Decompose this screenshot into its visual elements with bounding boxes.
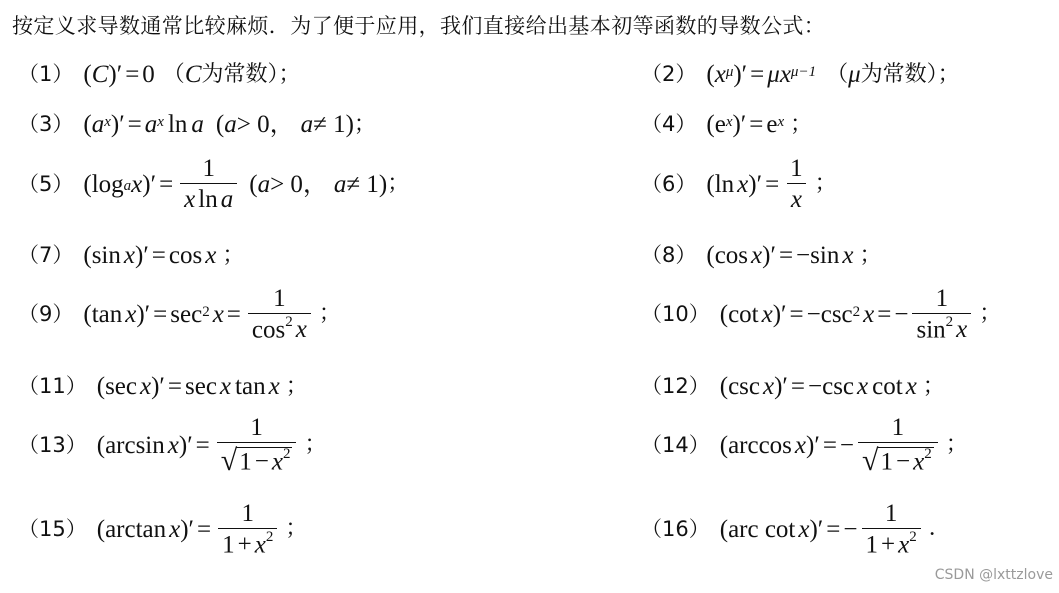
- math-condition: ≠ 1): [313, 111, 354, 138]
- math-function: csc: [820, 300, 853, 328]
- math-symbol: a: [144, 111, 158, 138]
- denominator: [217, 442, 297, 476]
- fraction: [180, 156, 237, 212]
- math-symbol: x: [167, 431, 179, 459]
- punctuation: ；: [945, 432, 968, 457]
- math-symbol: x: [761, 300, 773, 328]
- math-condition: > 0，: [270, 170, 328, 198]
- watermark: CSDN @lxttzlove: [934, 567, 1053, 583]
- formula-number: （3）: [18, 112, 74, 136]
- punctuation: ；: [318, 301, 341, 326]
- math-exponent: μ−1: [790, 64, 817, 80]
- math-function: tan: [235, 373, 266, 400]
- math-value: 1: [239, 448, 252, 476]
- math-function: arccos: [728, 431, 792, 459]
- formula-number: （16）: [641, 516, 710, 541]
- math-function: arcsin: [105, 431, 165, 459]
- formula-number: （15）: [18, 516, 87, 541]
- formula-number: （6）: [641, 171, 697, 196]
- formula-number: （7）: [18, 243, 74, 267]
- math-function: cot: [728, 300, 759, 328]
- formula-number: （4）: [641, 112, 697, 136]
- math-exponent: 2: [945, 313, 954, 330]
- formula-14: （14） ( arccos x )′ = − 1 √ $1 - x^2$ ；: [641, 413, 968, 477]
- math-symbol: a: [224, 111, 237, 138]
- math-symbol: x: [857, 373, 869, 400]
- formula-number: （2）: [641, 62, 697, 86]
- punctuation: ；: [353, 111, 376, 137]
- math-function: sec: [185, 373, 217, 400]
- punctuation: ；: [222, 242, 245, 268]
- fraction: [248, 286, 311, 342]
- formula-12: （12） ( csc x )′ = − csc x cot x ；: [641, 373, 945, 400]
- math-function: tan: [91, 300, 123, 328]
- math-symbol: x: [184, 186, 196, 213]
- denominator: x: [787, 183, 806, 212]
- math-exponent: 2: [852, 303, 861, 320]
- formula-number: （12）: [641, 374, 710, 398]
- math-function: arctan: [105, 515, 167, 543]
- punctuation: ；: [285, 373, 308, 399]
- math-value: 1: [222, 531, 235, 559]
- numerator: 1: [884, 499, 898, 527]
- punctuation: ；: [922, 373, 945, 399]
- formula-11: （11） ( sec x )′ = sec x tan x ；: [18, 373, 308, 400]
- math-symbol: e: [766, 111, 778, 138]
- math-symbol: a: [257, 170, 271, 198]
- math-function: sin: [91, 242, 121, 269]
- math-function: cos: [251, 316, 286, 344]
- math-function: sec: [170, 300, 203, 328]
- math-symbol: x: [762, 373, 775, 400]
- math-symbol: x: [131, 170, 143, 198]
- math-subscript: a: [123, 177, 132, 194]
- math-symbol: x: [169, 515, 181, 543]
- math-symbol: x: [956, 316, 968, 344]
- math-exponent: 2: [285, 313, 293, 330]
- math-symbol: x: [295, 316, 307, 344]
- math-function: cos: [714, 242, 749, 269]
- math-condition: ≠ 1): [346, 170, 388, 198]
- math-symbol: x: [737, 170, 749, 198]
- numerator: 1: [273, 284, 286, 312]
- formula-8: （8） ( cos x )′ = − sin x ；: [641, 242, 882, 269]
- numerator: 1: [891, 413, 905, 441]
- math-function: csc: [728, 373, 760, 400]
- math-exponent: 2: [282, 445, 291, 462]
- denominator: $1 + x^2$: [862, 528, 921, 557]
- note-open: （: [826, 61, 849, 87]
- math-symbol: x: [123, 242, 135, 269]
- math-function: cot: [872, 373, 903, 400]
- math-function: cos: [168, 242, 203, 269]
- formula-3: （3） ( a $^x$ )′ = a $^x$ ln a ( a > 0， a ≠ 1) ；: [18, 111, 376, 138]
- punctuation: ；: [387, 171, 410, 196]
- math-symbol: x: [898, 531, 910, 559]
- formula-10: （10） ( cot x )′ = − csc $^2$ x = − $\frac{1}{\sin^2 x}$ ；: [641, 284, 1002, 344]
- fraction: [786, 156, 807, 212]
- numerator: 1: [790, 155, 803, 182]
- math-function: log: [91, 170, 124, 198]
- math-symbol: x: [751, 242, 763, 269]
- math-symbol: a: [333, 170, 347, 198]
- math-symbol: a: [91, 111, 105, 138]
- formula-number: （14）: [641, 432, 710, 457]
- formula-number: （11）: [18, 374, 87, 398]
- formula-number: （1）: [18, 62, 74, 86]
- math-symbol: x: [254, 531, 266, 559]
- formula-5: （5） ( log $_a$ x )′ = $\frac{1}{\text{x ln a}}$ ( a > 0， a ≠ 1) ；: [18, 155, 410, 213]
- numerator: 1: [241, 499, 254, 527]
- note-text: 为常数）；: [201, 61, 301, 87]
- math-symbol: e: [714, 111, 726, 138]
- math-function: arc cot: [728, 515, 796, 543]
- math-symbol: x: [842, 242, 854, 269]
- formula-number: （5）: [18, 171, 74, 196]
- math-exponent: x: [777, 114, 785, 130]
- denominator: [858, 442, 938, 476]
- denominator: [248, 313, 311, 342]
- formula-16: （16） ( arc cot x )′ = − $\frac{1}{1 + x^2}$ ．: [641, 499, 951, 559]
- formula-4: （4） ( e $^x$ )′ = e $^x$ ；: [641, 111, 813, 138]
- punctuation: ；: [859, 242, 882, 268]
- math-function: ln: [198, 186, 218, 213]
- fraction: [217, 415, 297, 476]
- formula-number: （10）: [641, 301, 710, 326]
- formula-13: （13） ( arcsin x )′ = 1 √ $1 - x^2$ ；: [18, 413, 327, 477]
- math-symbol: x: [798, 515, 810, 543]
- formula-1: （1） ( C )′ = 0 （ C 为常数）；: [18, 61, 301, 88]
- denominator: [912, 313, 971, 342]
- math-symbol: C: [91, 61, 109, 88]
- square-root: √ $1 - x^2$: [862, 443, 932, 477]
- formula-number: （13）: [18, 432, 87, 457]
- numerator: 1: [250, 413, 263, 441]
- formula-15: （15） ( arctan x )′ = $\frac{1}{1 + x^2}$ ；: [18, 499, 308, 559]
- math-function: sin: [916, 316, 946, 344]
- math-symbol: μ: [848, 61, 861, 88]
- math-symbol: a: [220, 186, 234, 213]
- math-condition: > 0，: [236, 111, 295, 138]
- math-function: ln: [714, 170, 735, 198]
- formula-6: （6） ( ln x )′ = $\frac{1}{x}$ ；: [641, 155, 837, 213]
- punctuation: ；: [979, 301, 1002, 326]
- formula-7: （7） ( sin x )′ = cos x ；: [18, 242, 245, 269]
- math-symbol: C: [184, 61, 202, 88]
- math-exponent: 2: [202, 303, 210, 320]
- math-symbol: x: [205, 242, 217, 269]
- numerator: 1: [202, 155, 215, 182]
- math-symbol: x: [212, 300, 224, 328]
- math-exponent: 2: [265, 528, 274, 545]
- math-function: csc: [822, 373, 855, 400]
- math-symbol: x: [905, 373, 917, 400]
- math-symbol: x: [714, 61, 726, 88]
- denominator: [180, 183, 237, 212]
- fraction: [862, 501, 921, 557]
- numerator: 1: [935, 284, 949, 312]
- math-exponent: x: [157, 114, 164, 130]
- punctuation: ；: [814, 171, 837, 196]
- math-function: ln: [167, 111, 188, 138]
- note-open: （: [162, 61, 185, 87]
- math-symbol: x: [271, 448, 283, 476]
- intro-text: 按定义求导数通常比较麻烦．为了便于应用，我们直接给出基本初等函数的导数公式：: [12, 14, 826, 38]
- note-text: 为常数）；: [860, 61, 960, 87]
- math-value: 1: [865, 531, 878, 559]
- fraction: [858, 415, 938, 476]
- math-exponent: 2: [924, 445, 932, 462]
- fraction: [218, 501, 277, 557]
- math-symbol: x: [794, 431, 807, 459]
- punctuation: ；: [304, 432, 327, 457]
- math-exponent: μ: [725, 64, 734, 80]
- math-value: 0: [142, 61, 155, 88]
- math-symbol: a: [191, 111, 204, 138]
- math-exponent: x: [104, 114, 111, 130]
- formula-9: （9） ( tan x )′ = sec $^2$ x = $\frac{1}{\cos^2 x}$ ；: [18, 284, 341, 344]
- punctuation: ；: [285, 516, 308, 541]
- punctuation: ．: [928, 516, 951, 541]
- math-symbol: x: [779, 61, 791, 88]
- formula-number: （8）: [641, 243, 697, 267]
- math-symbol: x: [139, 373, 152, 400]
- fraction: [912, 286, 971, 342]
- math-function: sec: [105, 373, 137, 400]
- math-function: sin: [810, 242, 840, 269]
- math-symbol: x: [125, 300, 137, 328]
- formula-number: （9）: [18, 301, 74, 326]
- math-symbol: x: [268, 373, 280, 400]
- denominator: $1 + x^2$: [218, 528, 277, 557]
- math-symbol: x: [219, 373, 232, 400]
- math-exponent: 2: [909, 528, 917, 545]
- punctuation: ；: [790, 111, 813, 137]
- formula-2: （2） ( x $^\mu$ )′ = μ x $^{\mu-1}$ （ μ 为常数）；: [641, 61, 960, 88]
- math-symbol: x: [863, 300, 875, 328]
- math-symbol: x: [913, 448, 925, 476]
- math-exponent: x: [725, 114, 733, 130]
- square-root: √ $1 - x^2$: [220, 443, 291, 477]
- math-symbol: μ: [767, 61, 780, 88]
- math-value: 1: [880, 448, 893, 476]
- math-symbol: a: [300, 111, 314, 138]
